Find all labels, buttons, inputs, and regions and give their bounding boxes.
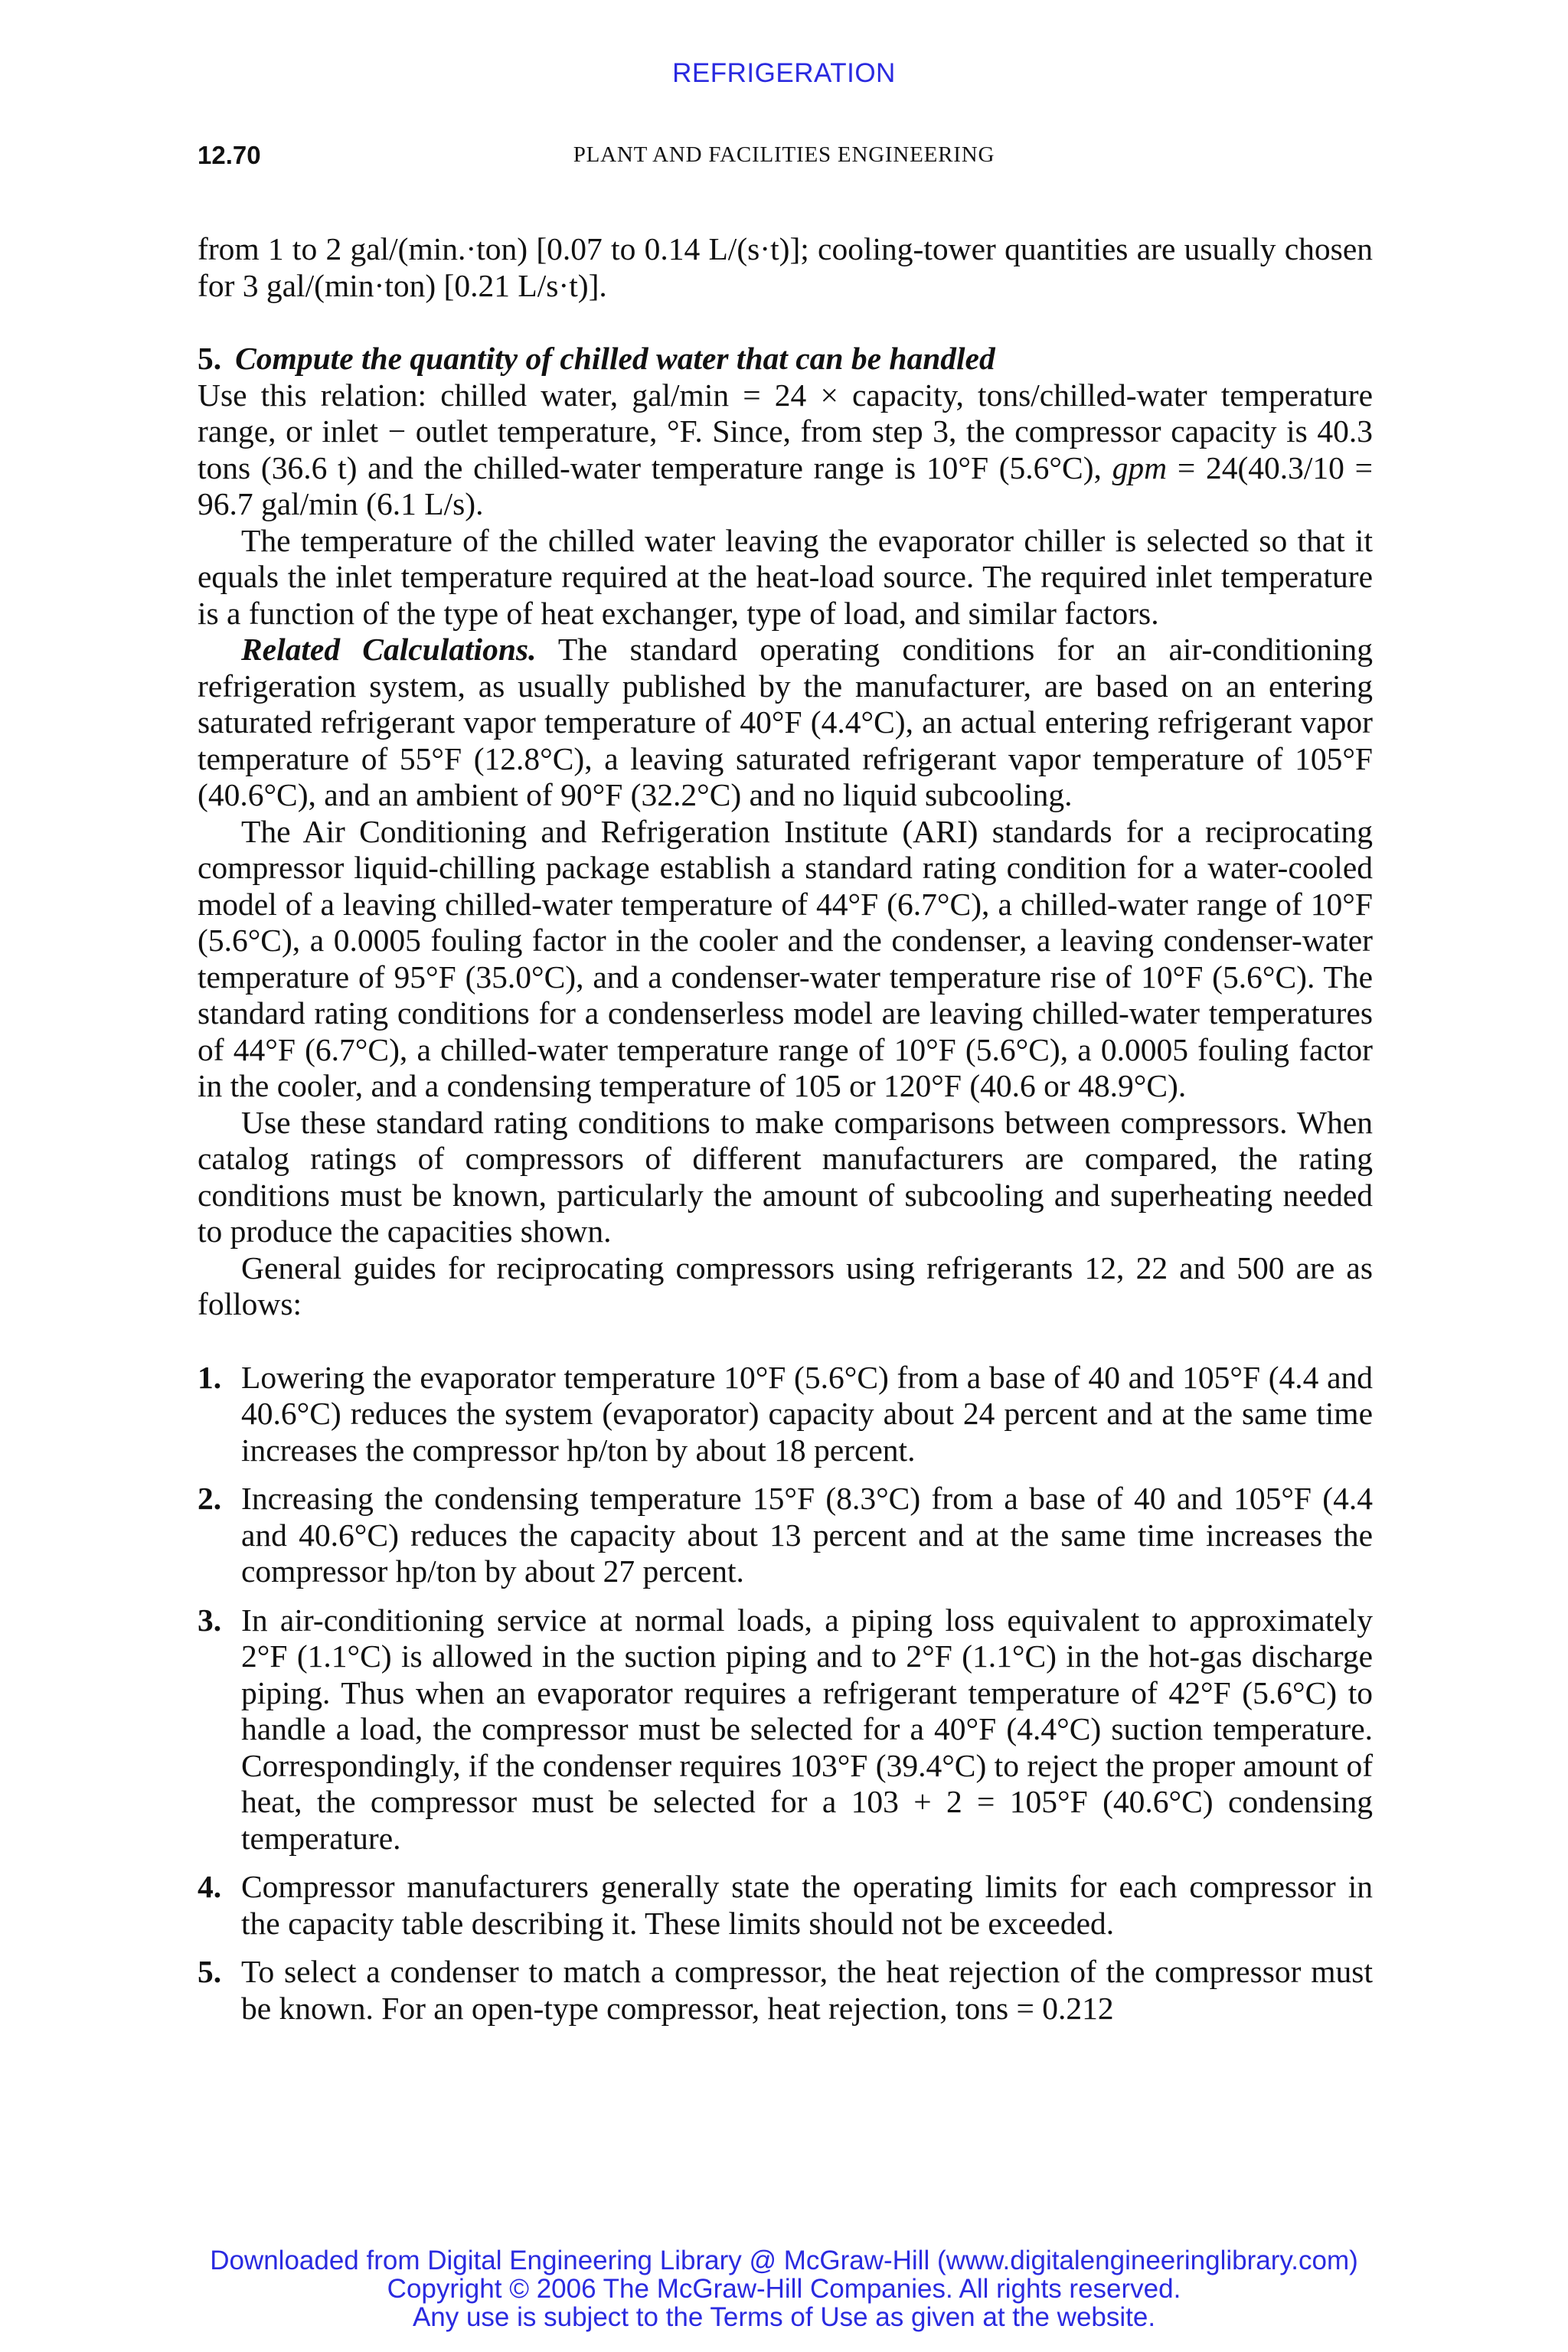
download-footer: [0, 2246, 1568, 2331]
page-body: [198, 231, 1373, 2039]
chiller-paragraph: The temperature of the chilled water leaving the evaporator chiller is selected so that it equals the inlet temperature required at the heat-load source. The required inlet temperature is a function of the type of heat exchanger, type of load, and similar factors.: [198, 522, 1373, 631]
footer-download-link[interactable]: Downloaded from Digital Engineering Library @ McGraw-Hill (www.digitalengineeringlibrary.com): [210, 2246, 1358, 2275]
gpm-symbol: gpm: [1112, 449, 1168, 485]
list-item-number: 4.: [198, 1869, 222, 1904]
step-5-title: Compute the quantity of chilled water that can be handled: [235, 341, 995, 376]
list-item-number: 5.: [198, 1954, 222, 1989]
list-item-text: In air-conditioning service at normal loads, a piping loss equivalent to approximately 2°F (1.1°C) is allowed in the suction piping and to 2°F (1.1°C) in the hot-gas discharge piping. Thus when an evaporator requires a refrigerant temperature of 42°F (5.6°C) to handle a load, the compressor must be selected for a 40°F (4.4°C) suction temperature. Correspondingly, if the condenser requires 103°F (39.4°C) to reject the proper amount of heat, the compressor must be selected for a 103 + 2 = 105°F (40.6°C) condensing temperature.: [241, 1602, 1374, 1856]
step-5-paragraph: [198, 377, 1373, 523]
list-item-text: Increasing the condensing temperature 15°F (8.3°C) from a base of 40 and 105°F (4.4 and 40.6°C) reduces the capacity about 13 percent and at the same time increases the compressor hp/ton by about 27 percent.: [241, 1481, 1373, 1589]
step-5-heading: [198, 341, 1373, 377]
related-calculations-text: The standard operating conditions for an air-conditioning refrigeration system, as usually published by the manufacturer, are based on an entering saturated refrigerant vapor temperature of 40°F (4.4°C), an actual entering refrigerant vapor temperature of 55°F (12.8°C), a leaving saturated refrigerant vapor temperature of 105°F (40.6°C), and an ambient of 90°F (32.2°C) and no liquid subcooling.: [198, 632, 1373, 812]
intro-paragraph: from 1 to 2 gal/(min.·ton) [0.07 to 0.14 L/(s·t)]; cooling-tower quantities are usually chosen for 3 gal/(min·ton) [0.21 L/s·t)].: [198, 231, 1373, 303]
list-item-text: Lowering the evaporator temperature 10°F (5.6°C) from a base of 40 and 105°F (4.4 and 40.6°C) reduces the system (evaporator) capacity about 24 percent and at the same time increases the compressor hp/ton by about 18 percent.: [241, 1359, 1373, 1468]
step-5-number: 5.: [198, 341, 222, 376]
list-item-text: To select a condenser to match a compressor, the heat rejection of the compressor must be known. For an open-type compressor, heat rejection, tons = 0.212: [241, 1954, 1373, 2026]
ari-paragraph: The Air Conditioning and Refrigeration Institute (ARI) standards for a reciprocating compressor liquid-chilling package establish a standard rating condition for a water-cooled model of a leaving chilled-water temperature of 44°F (6.7°C), a chilled-water range of 10°F (5.6°C), a 0.0005 fouling factor in the cooler and the condenser, a leaving condenser-water temperature of 95°F (35.0°C), and a condenser-water temperature rise of 10°F (5.6°C). The standard rating conditions for a condenserless model are leaving chilled-water temperatures of 44°F (6.7°C), a chilled-water temperature range of 10°F (5.6°C), a 0.0005 fouling factor in the cooler, and a condensing temperature of 105 or 120°F (40.6 or 48.9°C).: [198, 813, 1373, 1103]
list-item-number: 3.: [198, 1602, 222, 1638]
related-calculations-paragraph: [198, 632, 1373, 814]
chapter-banner: REFRIGERATION: [672, 58, 896, 88]
list-item-text: Compressor manufacturers generally state the operating limits for each compressor in the capacity table describing it. These limits should not be exceeded.: [241, 1869, 1373, 1941]
related-calculations-label: Related Calculations.: [241, 632, 537, 667]
page-number: 12.70: [198, 141, 261, 169]
list-item-number: 1.: [198, 1359, 222, 1395]
list-item: [198, 1954, 1373, 2027]
list-item: [198, 1869, 1373, 1942]
list-item-number: 2.: [198, 1481, 222, 1516]
guides-list: [198, 1360, 1373, 2027]
rating-conditions-paragraph: Use these standard rating conditions to make comparisons between compressors. When catalog ratings of compressors of different manufacturers are compared, the rating conditions must be known, particularly the amount of subcooling and superheating needed to produce the capacities shown.: [198, 1104, 1373, 1249]
footer-copyright: Copyright © 2006 The McGraw-Hill Companies. All rights reserved.: [387, 2274, 1181, 2304]
list-item: [198, 1602, 1373, 1857]
footer-terms-notice: Any use is subject to the Terms of Use as given at the website.: [412, 2302, 1156, 2332]
list-item: [198, 1360, 1373, 1469]
general-guides-paragraph: General guides for reciprocating compressors using refrigerants 12, 22 and 500 are as follows:: [198, 1250, 1373, 1321]
step-5-text: Use this relation: chilled water, gal/min = 24 × capacity, tons/chilled-water temperature range, or inlet − outlet temperature, °F. Since, from step 3, the compressor capacity is 40.3 tons (36.6 t) and the chilled-water temperature range is 10°F (5.6°C),: [198, 377, 1373, 485]
step-5-text-end: = 24(40.3/10 = 96.7 gal/min (6.1 L/s).: [198, 449, 1374, 521]
list-item: [198, 1481, 1373, 1590]
running-head: PLANT AND FACILITIES ENGINEERING: [573, 142, 995, 167]
